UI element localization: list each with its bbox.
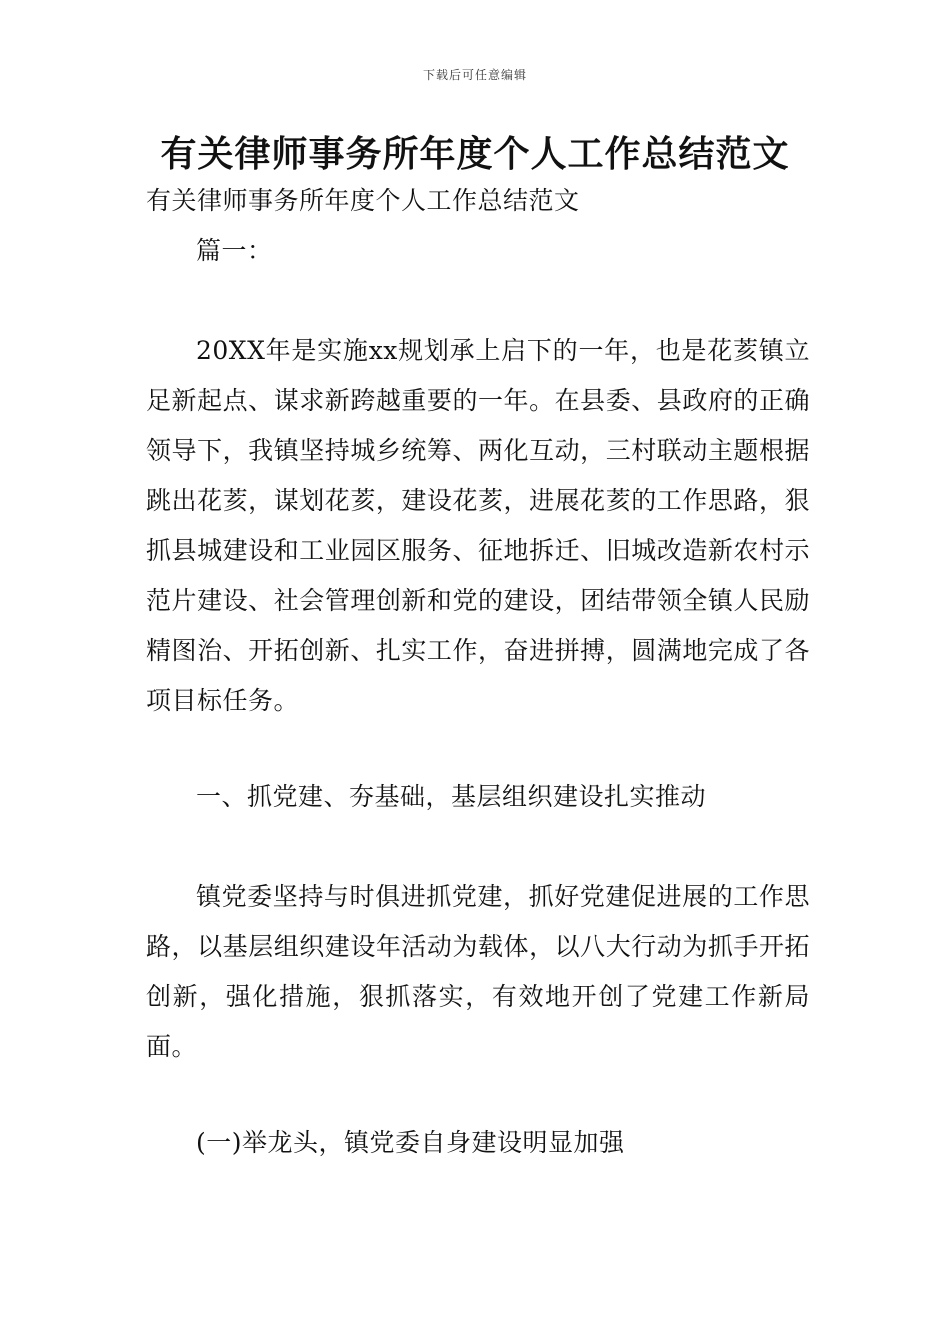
header-note: 下载后可任意编辑	[422, 68, 527, 82]
document-subtitle: 有关律师事务所年度个人工作总结范文	[146, 186, 580, 215]
section-marker: 篇一：	[196, 236, 273, 265]
paragraph-intro: 20XX年是实施xx规划承上启下的一年，也是花荄镇立足新起点、谋求新跨越重要的一年。在县委、县政府的正确领导下，我镇坚持城乡统筹、两化互动，三村联动主题根据跳出花荄，谋划花荄，建设花荄，进展花荄的工作思路，狠抓县城建设和工业园区服务、征地拆迁、旧城改造新农村示范片建设、社会管理创新和党的建设，团结带领全镇人民励精图治、开拓创新、扎实工作，奋进拼搏，圆满地完成了各项目标任务。	[146, 336, 810, 715]
document-title: 有关律师事务所年度个人工作总结范文	[160, 134, 790, 175]
paragraph-party-building: 镇党委坚持与时俱进抓党建，抓好党建促进展的工作思路，以基层组织建设年活动为载体，以八大行动为抓手开拓创新，强化措施，狠抓落实，有效地开创了党建工作新局面。	[146, 882, 810, 1061]
section-heading: 一、抓党建、夯基础，基层组织建设扎实推动	[196, 782, 707, 811]
subsection-heading: (一)举龙头，镇党委自身建设明显加强	[196, 1128, 625, 1157]
